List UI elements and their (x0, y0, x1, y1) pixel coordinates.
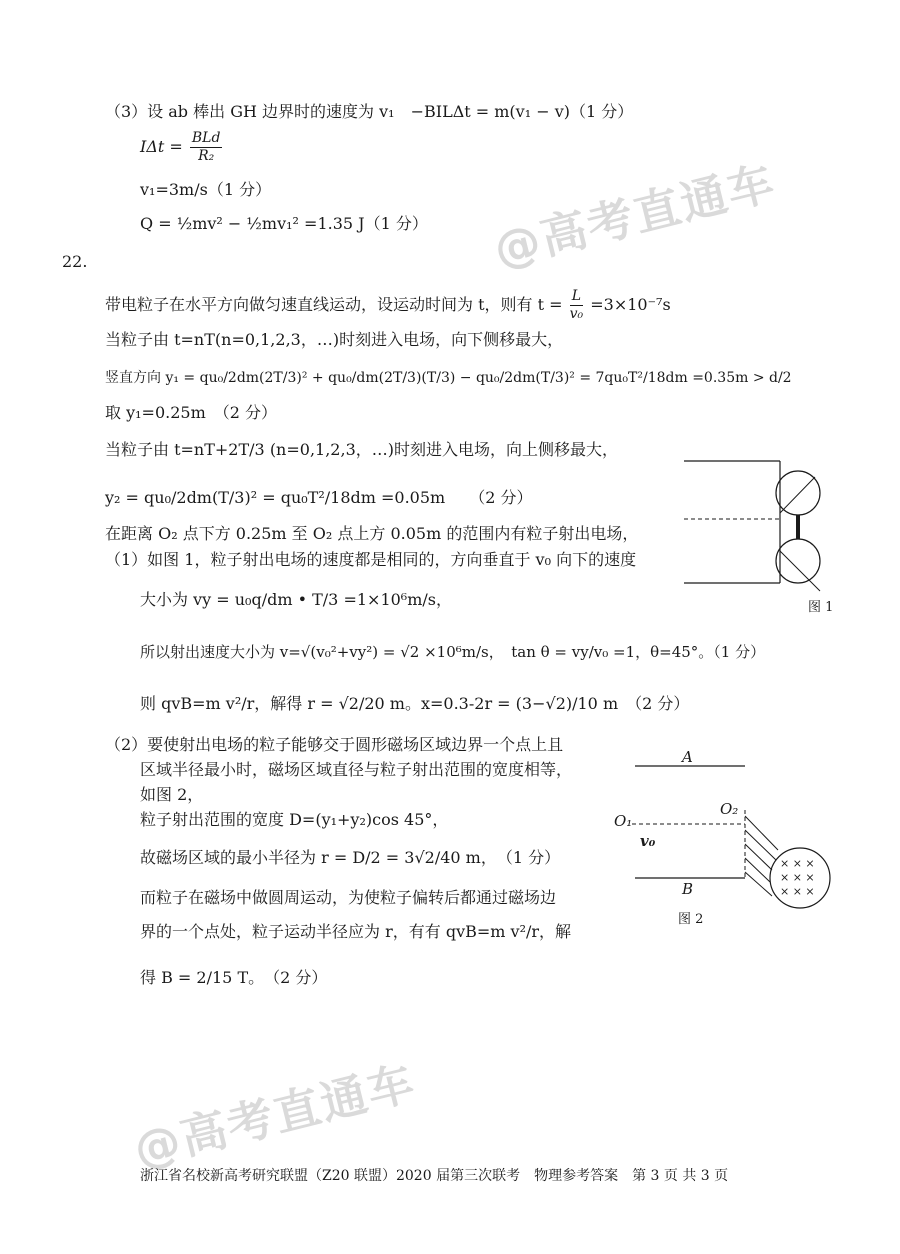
q22-line4: 取 y₁=0.25m （2 分） (105, 403, 278, 422)
field-marks: × × × (780, 857, 815, 870)
q22-line10: 所以射出速度大小为 v=√(v₀²+vy²) = √2 ×10⁶m/s， tan θ = vy/v₀ =1，θ=45°。（1 分） (140, 643, 766, 661)
q22-line12: （2）要使射出电场的粒子能够交于圆形磁场区域边界一个点上且 (105, 735, 564, 754)
part3-line4: Q = ½mv² − ½mv₁² =1.35 J（1 分） (140, 214, 428, 233)
fraction-numerator: L (570, 288, 584, 306)
figure-1-caption: 图 1 (808, 600, 834, 615)
label-v0: v₀ (640, 832, 656, 850)
q22-line8: （1）如图 1，粒子射出电场的速度都是相同的，方向垂直于 v₀ 向下的速度 (105, 550, 637, 569)
fraction-denominator: v₀ (569, 306, 584, 322)
part3-line3: v₁=3m/s（1 分） (140, 180, 272, 199)
question-number: 22. (62, 252, 88, 271)
field-marks: × × × (780, 871, 815, 884)
q22-line17: 而粒子在磁场中做圆周运动，为使粒子偏转后都通过磁场边 (140, 888, 557, 907)
page-footer: 浙江省名校新高考研究联盟（Z20 联盟）2020 届第三次联考 物理参考答案 第 3 页 共 3 页 (140, 1168, 729, 1184)
q22-line19: 得 B = 2/15 T。 （2 分） (140, 968, 328, 987)
watermark: @高考直通车 (128, 1054, 421, 1177)
label-o2: O₂ (720, 800, 739, 818)
part3-line2 (140, 130, 224, 165)
label-a: A (682, 748, 693, 766)
fraction (190, 130, 223, 165)
q22-line14: 如图 2， (140, 785, 204, 804)
fraction-denominator: R₂ (198, 148, 215, 164)
watermark: @高考直通车 (488, 154, 781, 277)
figure-1 (680, 455, 850, 615)
q22-line9: 大小为 vy = u₀q/dm • T/3 =1×10⁶m/s， (140, 590, 452, 609)
part3-line1: （3）设 ab 棒出 GH 边界时的速度为 v₁ −BILΔt = m(v₁ − v)（1 分） (105, 102, 634, 121)
q22-line15: 粒子射出范围的宽度 D=(y₁+y₂)cos 45°， (140, 810, 449, 829)
q22-line16: 故磁场区域的最小半径为 r = D/2 = 3√2/40 m， （1 分） (140, 848, 561, 867)
q22-line18: 界的一个点处，粒子运动半径应为 r，有有 qvB=m v²/r，解 (140, 922, 572, 941)
q22-line6: y₂ = qu₀/2dm(T/3)² = qu₀T²/18dm =0.05m （2 分） (105, 488, 533, 507)
q22-line1 (105, 288, 671, 323)
label-b: B (682, 880, 694, 898)
figure-2-caption: 图 2 (678, 912, 704, 927)
fraction-numerator: BLd (191, 130, 221, 146)
q22-line5: 当粒子由 t=nT+2T/3 (n=0,1,2,3，…)时刻进入电场，向上侧移最大， (105, 440, 618, 459)
field-marks: × × × (780, 885, 815, 898)
q22-line2: 当粒子由 t=nT(n=0,1,2,3，…)时刻进入电场，向下侧移最大， (105, 330, 564, 349)
q22-line7: 在距离 O₂ 点下方 0.25m 至 O₂ 点上方 0.05m 的范围内有粒子射出电场， (105, 524, 639, 543)
q22-line3: 竖直方向 y₁ = qu₀/2dm(2T/3)² + qu₀/dm(2T/3)(T/3) − qu₀/2dm(T/3)² = 7qu₀T²/18dm =0.35m > d/2 (105, 370, 792, 386)
label-o1: O₁ (614, 812, 633, 830)
q22-line13: 区域半径最小时，磁场区域直径与粒子射出范围的宽度相等， (140, 760, 573, 779)
q22-line1-text: 带电粒子在水平方向做匀速直线运动，设运动时间为 t，则有 t = (105, 295, 563, 314)
q22-line1-result: =3×10⁻⁷s (590, 295, 671, 314)
fraction (570, 288, 584, 323)
part3-line2-lhs: IΔt = (140, 137, 183, 156)
q22-line11: 则 qvB=m v²/r，解得 r = √2/20 m。x=0.3-2r = (3−√2)/10 m （2 分） (140, 694, 690, 713)
